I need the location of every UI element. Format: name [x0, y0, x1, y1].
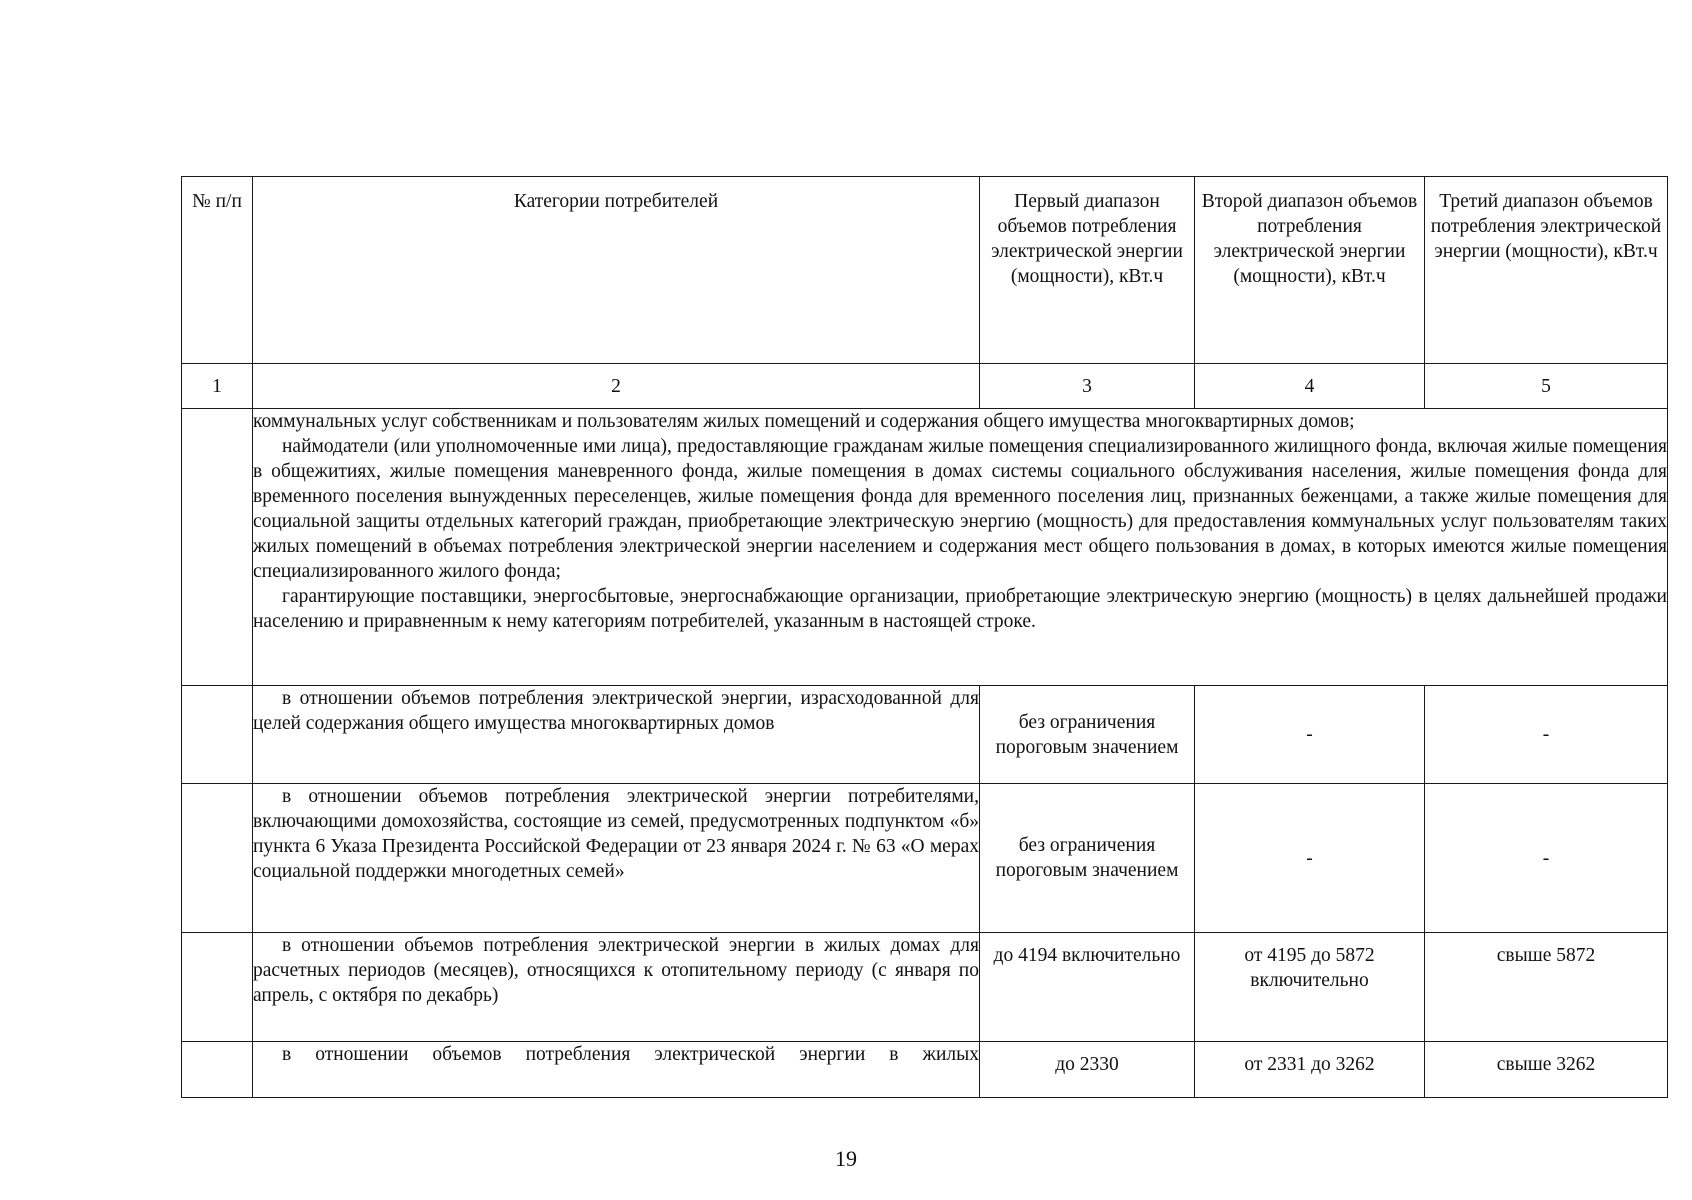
- header-second-range: Второй диапазон объемов потребления электрической энергии (мощности), кВт.ч: [1195, 177, 1425, 364]
- header-third-range: Третий диапазон объемов потребления электрической энергии (мощности), кВт.ч: [1425, 177, 1668, 364]
- second-range-cell: -: [1195, 784, 1425, 933]
- category-text: в отношении объемов потребления электрической энергии, израсходованной для целей содержания общего имущества многоквартирных домов: [253, 688, 979, 734]
- row-number-cell: [182, 933, 253, 1042]
- second-range-cell: от 4195 до 5872 включительно: [1195, 933, 1425, 1042]
- header-categories: Категории потребителей: [253, 177, 980, 364]
- continuation-text-cell: [253, 409, 1668, 686]
- first-range-cell: без ограничения пороговым значением: [980, 784, 1195, 933]
- column-number: 5: [1425, 364, 1668, 409]
- third-range-cell: свыше 3262: [1425, 1042, 1668, 1098]
- table-row: [182, 933, 1668, 1042]
- column-number: 3: [980, 364, 1195, 409]
- continuation-paragraph: коммунальных услуг собственникам и пользователям жилых помещений и содержания общего имущества многоквартирных домов;: [253, 411, 1355, 432]
- landlords-paragraph: наймодатели (или уполномоченные ими лица), предоставляющие гражданам жилые помещения специализированного жилищного фонда, включая жилые помещения в общежитиях, жилые помещения маневренного фонда, жилые помещения в домах системы социального обслуживания населения, жилые помещения фонда для временного поселения вынужденных переселенцев, жилые помещения фонда для временного поселения лиц, признанных беженцами, а также жилые помещения для социальной защиты отдельных категорий граждан, приобретающие электрическую энергию (мощность) для предоставления коммунальных услуг пользователям таких жилых помещений в объемах потребления электрической энергии населением и содержания мест общего пользования в домах, в которых имеются жилые помещения специализированного жилого фонда;: [253, 436, 1667, 582]
- header-first-range: Первый диапазон объемов потребления электрической энергии (мощности), кВт.ч: [980, 177, 1195, 364]
- category-cell: [253, 784, 980, 933]
- column-number: 2: [253, 364, 980, 409]
- category-cell: [253, 686, 980, 784]
- category-text: в отношении объемов потребления электрической энергии в жилых домах для расчетных периодов (месяцев), относящихся к отопительному периоду (с января по апрель, с октября по декабрь): [253, 935, 979, 1006]
- category-text: в отношении объемов потребления электрической энергии в жилых: [282, 1044, 979, 1065]
- row-number-cell: [182, 1042, 253, 1098]
- third-range-cell: свыше 5872: [1425, 933, 1668, 1042]
- page-number: 19: [835, 1146, 857, 1171]
- first-range-cell: без ограничения пороговым значением: [980, 686, 1195, 784]
- category-text: в отношении объемов потребления электрической энергии потребителями, включающими домохозяйства, состоящие из семей, предусмотренных подпунктом «б» пункта 6 Указа Президента Российской Федерации от 23 января 2024 г. № 63 «О мерах социальной поддержки многодетных семей»: [253, 786, 979, 882]
- third-range-cell: -: [1425, 686, 1668, 784]
- row-number-cell: [182, 409, 253, 686]
- third-range-cell: -: [1425, 784, 1668, 933]
- table-row: [182, 784, 1668, 933]
- suppliers-paragraph: гарантирующие поставщики, энергосбытовые, энергоснабжающие организации, приобретающие электрическую энергию (мощность) в целях дальнейшей продажи населению и приравненным к нему категориям потребителей, указанным в настоящей строке.: [253, 586, 1667, 632]
- table-row-continuation: [182, 409, 1668, 686]
- table-row: [182, 686, 1668, 784]
- column-numbers-row: [182, 364, 1668, 409]
- first-range-cell: до 2330: [980, 1042, 1195, 1098]
- table-row: [182, 1042, 1668, 1098]
- category-cell: [253, 933, 980, 1042]
- column-number: 1: [182, 364, 253, 409]
- consumer-categories-table: [181, 176, 1668, 1098]
- second-range-cell: -: [1195, 686, 1425, 784]
- table-header-row: [182, 177, 1668, 364]
- category-cell: [253, 1042, 980, 1098]
- row-number-cell: [182, 784, 253, 933]
- row-number-cell: [182, 686, 253, 784]
- first-range-cell: до 4194 включительно: [980, 933, 1195, 1042]
- header-number: № п/п: [182, 177, 253, 364]
- second-range-cell: от 2331 до 3262: [1195, 1042, 1425, 1098]
- column-number: 4: [1195, 364, 1425, 409]
